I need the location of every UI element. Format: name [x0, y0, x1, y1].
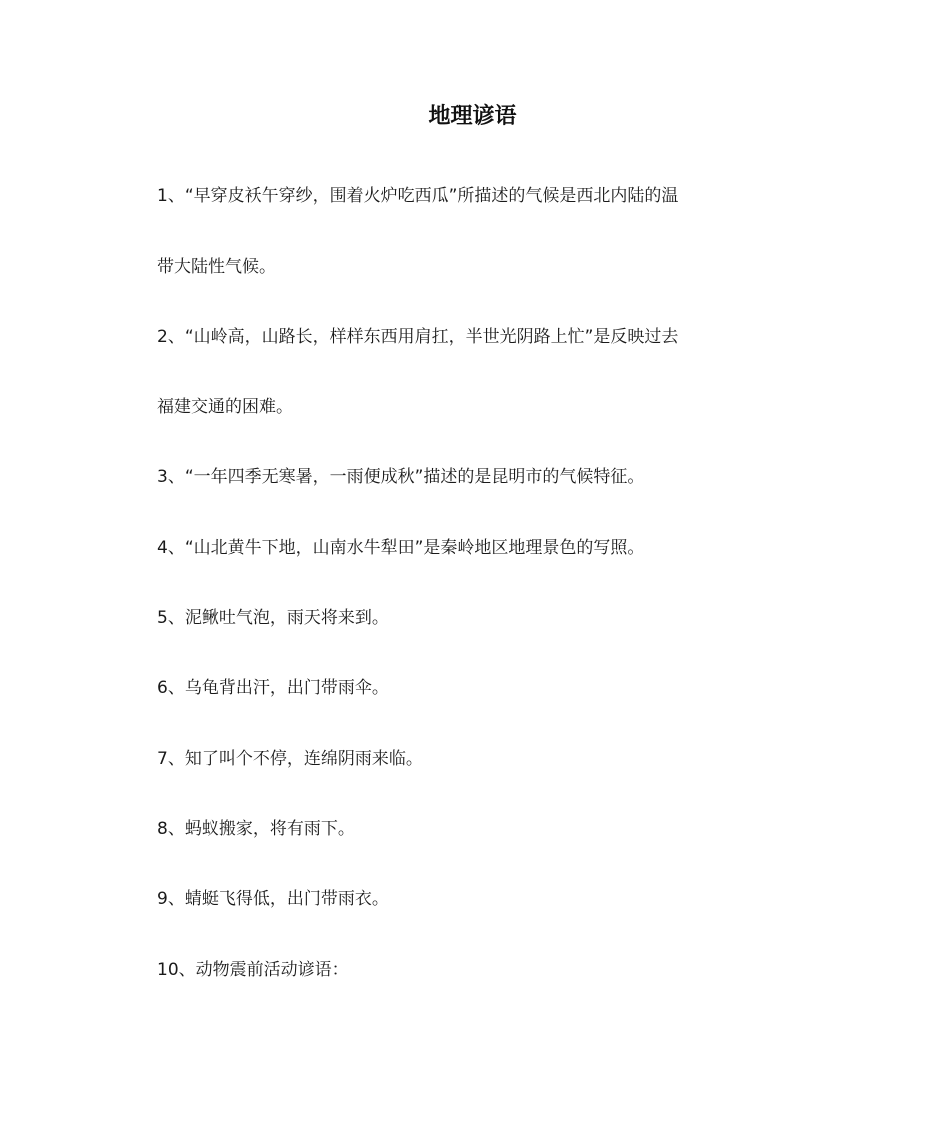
text-line-2: 带大陆性气候。 [157, 257, 276, 277]
text-line-8: 6、乌龟背出汗，出门带雨伞。 [157, 678, 389, 698]
text-line-4: 福建交通的困难。 [157, 397, 293, 417]
text-line-10: 8、蚂蚁搬家，将有雨下。 [157, 819, 355, 839]
text-line-7: 5、泥鳅吐气泡，雨天将来到。 [157, 608, 389, 628]
text-line-9: 7、知了叫个不停，连绵阴雨来临。 [157, 749, 423, 769]
text-line-3: 2、“山岭高，山路长，样样东西用肩扛，半世光阴路上忙”是反映过去 [157, 327, 679, 347]
document-title: 地理谚语 [428, 104, 517, 129]
text-line-12: 10、动物震前活动谚语： [157, 960, 349, 980]
text-line-11: 9、蜻蜓飞得低，出门带雨衣。 [157, 889, 389, 909]
text-line-5: 3、“一年四季无寒暑，一雨便成秋”描述的是昆明市的气候特征。 [157, 467, 645, 487]
text-line-6: 4、“山北黄牛下地，山南水牛犁田”是秦岭地区地理景色的写照。 [157, 538, 645, 558]
text-line-1: 1、“早穿皮袄午穿纱，围着火炉吃西瓜”所描述的气候是西北内陆的温 [157, 186, 679, 206]
